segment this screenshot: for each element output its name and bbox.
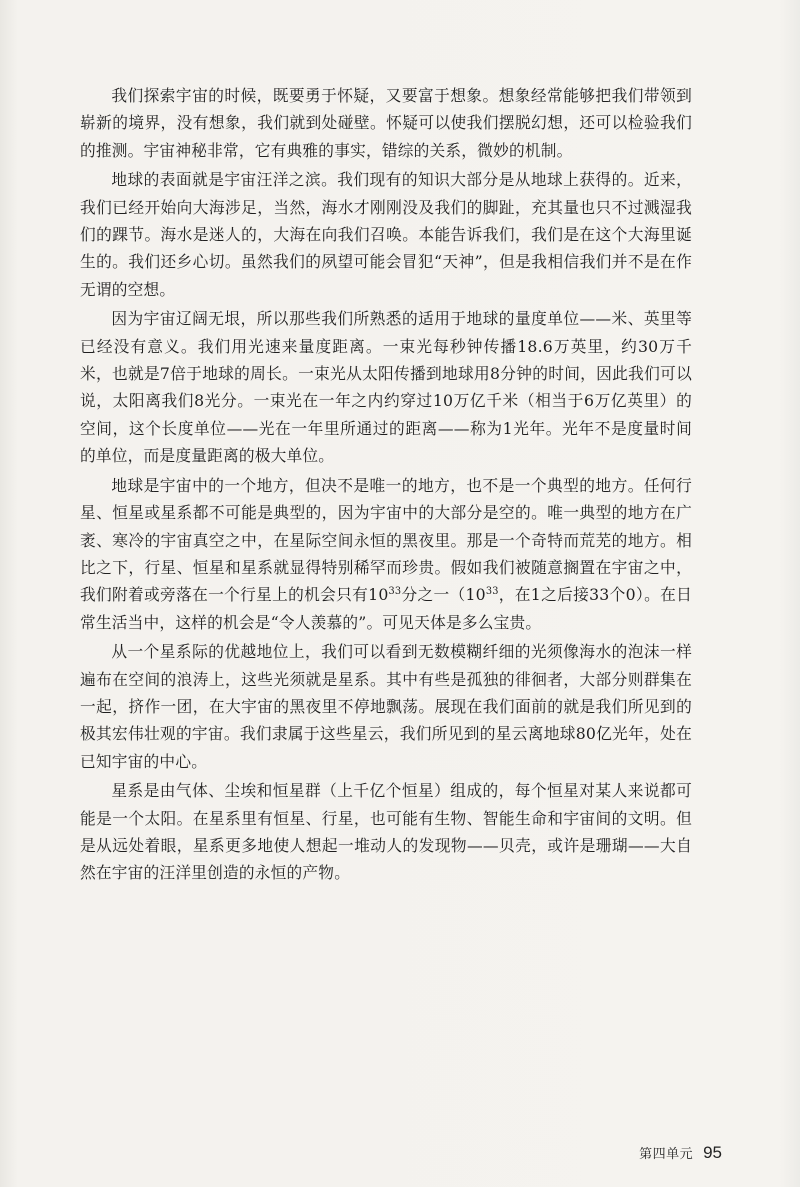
paragraph-3: 因为宇宙辽阔无垠，所以那些我们所熟悉的适用于地球的量度单位——米、英里等已经没有意义。我们用光速来量度距离。一束光每秒钟传播18.6万英里，约30万千米，也就是7倍于地球的周长。一束光从太阳传播到地球用8分钟的时间，因此我们可以说，太阳离我们8光分。一束光在一年之内约穿过10万亿千米（相当于6万亿英里）的空间，这个长度单位——光在一年里所通过的距离——称为1光年。光年不是度量时间的单位，而是度量距离的极大单位。 bbox=[80, 309, 692, 466]
page-number: 95 bbox=[703, 1143, 722, 1162]
text-body bbox=[80, 82, 692, 889]
paragraph-2: 地球的表面就是宇宙汪洋之滨。我们现有的知识大部分是从地球上获得的。近来，我们已经开始向大海涉足，当然，海水才刚刚没及我们的脚趾，充其量也只不过溅湿我们的踝节。海水是迷人的，大海在向我们召唤。本能告诉我们，我们是在这个大海里诞生的。我们还乡心切。虽然我们的夙望可能会冒犯“天神”，但是我相信我们并不是在作无谓的空想。 bbox=[80, 170, 692, 299]
paragraph-4-part-2: 分之一（10 bbox=[401, 585, 486, 605]
paragraph-6: 星系是由气体、尘埃和恒星群（上千亿个恒星）组成的，每个恒星对某人来说都可能是一个太阳。在星系里有恒星、行星，也可能有生物、智能生命和宇宙间的文明。但是从远处着眼，星系更多地使人想起一堆动人的发现物——贝壳，或许是珊瑚——大自然在宇宙的汪洋里创造的永恒的产物。 bbox=[80, 781, 692, 883]
paragraph-5: 从一个星系际的优越地位上，我们可以看到无数模糊纤细的光须像海水的泡沫一样遍布在空间的浪涛上，这些光须就是星系。其中有些是孤独的徘徊者，大部分则群集在一起，挤作一团，在大宇宙的黑夜里不停地飘荡。展现在我们面前的就是我们所见到的极其宏伟壮观的宇宙。我们隶属于这些星云，我们所见到的星云离地球80亿光年，处在已知宇宙的中心。 bbox=[80, 642, 692, 771]
unit-label: 第四单元 bbox=[639, 1147, 694, 1162]
paragraph-4 bbox=[80, 472, 692, 636]
exponent-1: 33 bbox=[388, 586, 402, 598]
paragraph-4-part-3: ，在1之后接33个0）。在日常生活当中，这样的机会是“令人羡慕的”。可见天体是多么宝贵。 bbox=[80, 585, 692, 632]
paragraph-4-part-1: 地球是宇宙中的一个地方，但决不是唯一的地方，也不是一个典型的地方。任何行星、恒星或星系都不可能是典型的，因为宇宙中的大部分是空的。唯一典型的地方在广袤、寒冷的宇宙真空之中，在星际空间永恒的黑夜里。那是一个奇特而荒芜的地方。相比之下，行星、恒星和星系就显得特别稀罕而珍贵。假如我们被随意搁置在宇宙之中，我们附着或旁落在一个行星上的机会只有10 bbox=[80, 475, 692, 605]
page-footer bbox=[639, 1143, 722, 1163]
exponent-2: 33 bbox=[485, 586, 499, 598]
paragraph-1: 我们探索宇宙的时候，既要勇于怀疑，又要富于想象。想象经常能够把我们带领到崭新的境界，没有想象，我们就到处碰壁。怀疑可以使我们摆脱幻想，还可以检验我们的推测。宇宙神秘非常，它有典雅的事实，错综的关系，微妙的机制。 bbox=[80, 86, 692, 160]
